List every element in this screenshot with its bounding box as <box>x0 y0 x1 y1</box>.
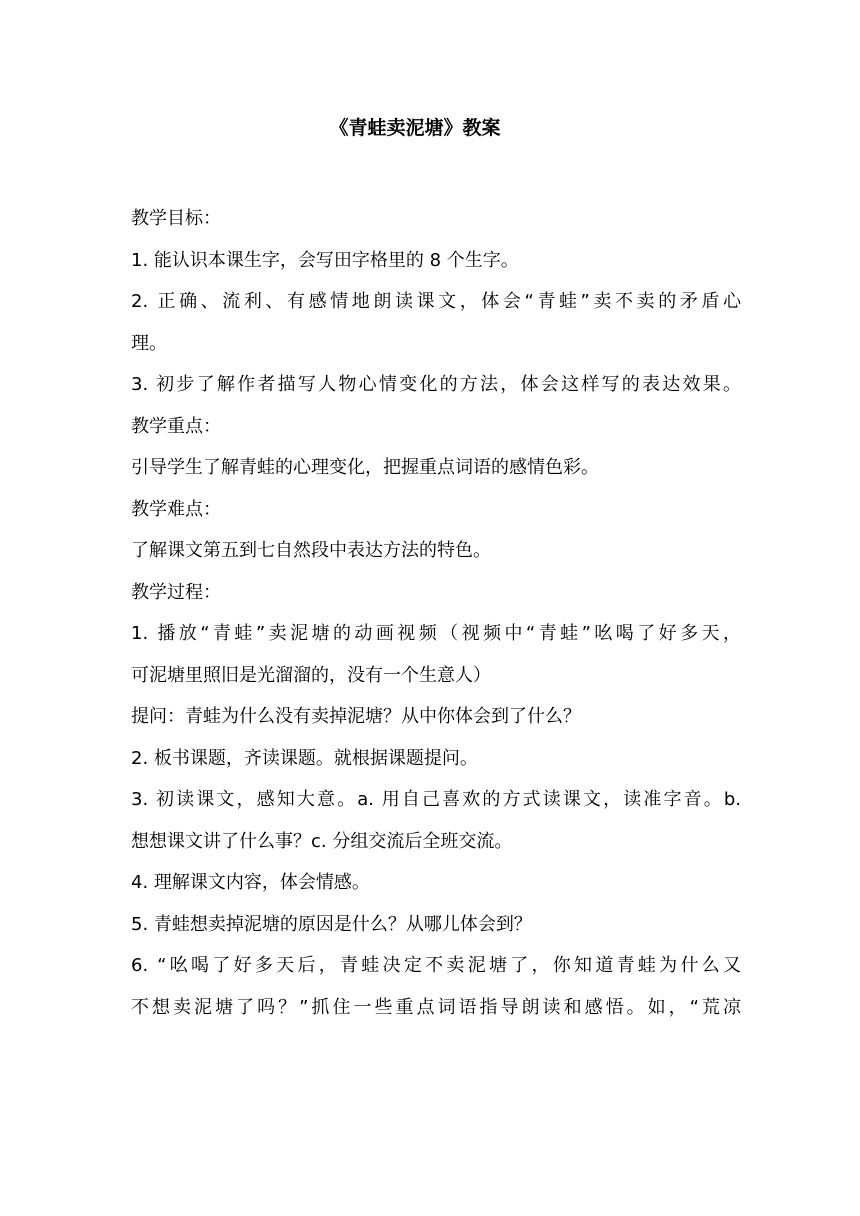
process-step-3-continued: 想想课文讲了什么事？c. 分组交流后全班交流。 <box>131 830 513 852</box>
process-step-2: 2. 板书课题，齐读课题。就根据课题提问。 <box>131 747 478 769</box>
document-body <box>131 198 741 1028</box>
process-step-4: 4. 理解课文内容，体会情感。 <box>131 872 370 893</box>
process-question: 提问：青蛙为什么没有卖掉泥塘？从中你体会到了什么？ <box>131 706 581 727</box>
heading-difficulties: 教学难点： <box>131 498 221 520</box>
process-step-6-continued: 不想卖泥塘了吗？”抓住一些重点词语指导朗读和感悟。如，“荒凉 <box>131 996 741 1018</box>
goal-item-2-continued: 理。 <box>131 332 167 354</box>
goal-item-3: 3. 初步了解作者描写人物心情变化的方法，体会这样写的表达效果。 <box>131 374 741 395</box>
document-title: 《青蛙卖泥塘》教案 <box>329 117 501 139</box>
heading-key-points: 教学重点： <box>131 415 221 437</box>
process-step-1: 1. 播放“青蛙”卖泥塘的动画视频（视频中“青蛙”吆喝了好多天， <box>131 623 741 644</box>
process-step-5: 5. 青蛙想卖掉泥塘的原因是什么？从哪儿体会到？ <box>131 913 532 935</box>
difficulties-text: 了解课文第五到七自然段中表达方法的特色。 <box>131 540 491 561</box>
heading-process: 教学过程： <box>131 581 221 603</box>
heading-teaching-goals: 教学目标： <box>131 208 221 229</box>
process-step-3: 3. 初读课文，感知大意。a. 用自己喜欢的方式读课文，读准字音。b. <box>131 789 741 810</box>
process-step-1-continued: 可泥塘里照旧是光溜溜的，没有一个生意人） <box>131 664 491 686</box>
process-step-6: 6. “吆喝了好多天后，青蛙决定不卖泥塘了，你知道青蛙为什么又 <box>131 955 741 976</box>
key-points-text: 引导学生了解青蛙的心理变化，把握重点词语的感情色彩。 <box>131 457 599 478</box>
goal-item-2: 2. 正确、流利、有感情地朗读课文，体会“青蛙”卖不卖的矛盾心 <box>131 291 741 312</box>
goal-item-1: 1. 能认识本课生字，会写田字格里的 8 个生字。 <box>131 249 519 271</box>
